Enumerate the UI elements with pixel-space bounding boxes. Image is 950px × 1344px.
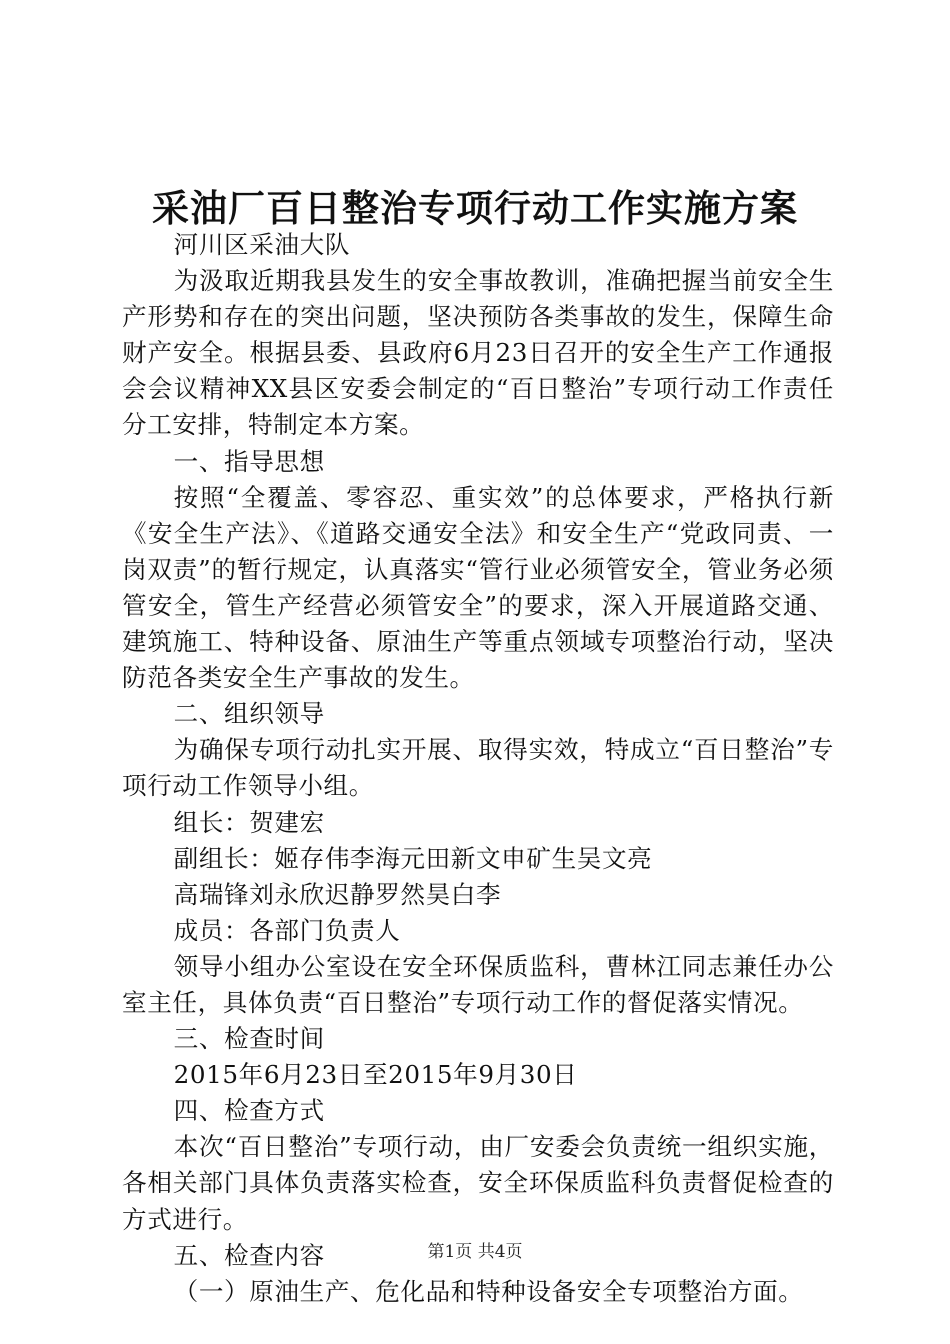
paragraph-method: 本次“百日整治”专项行动，由厂安委会负责统一组织实施，各相关部门具体负责落实检查，安全环保质监科负责督促检查的方式进行。	[122, 1132, 834, 1234]
section-heading-5: 五、检查内容	[173, 1240, 325, 1270]
paragraph-deputy-leaders-cont: 高瑞锋刘永欣迟静罗然昊白李	[173, 879, 502, 909]
paragraph-content-1: （一）原油生产、危化品和特种设备安全专项整治方面。	[173, 1276, 804, 1306]
section-heading-3: 三、检查时间	[173, 1024, 325, 1054]
page-footer: 第1页 共4页	[427, 1242, 523, 1262]
paragraph-organization: 为确保专项行动扎实开展、取得实效，特成立“百日整治”专项行动工作领导小组。	[122, 735, 834, 801]
paragraph-intro: 为汲取近期我县发生的安全事故教训，准确把握当前安全生产形势和存在的突出问题，坚决预防各类事故的发生，保障生命财产安全。根据县委、县政府6月23日召开的安全生产工作通报会会议精神XX县区安委会制定的“百日整治”专项行动工作责任分工安排，特制定本方案。	[122, 266, 834, 440]
paragraph-author: 河川区采油大队	[173, 230, 351, 259]
section-heading-4: 四、检查方式	[173, 1096, 325, 1126]
paragraph-members: 成员：各部门负责人	[173, 915, 401, 945]
paragraph-time: 2015年6月23日至2015年9月30日	[173, 1060, 578, 1090]
paragraph-leader: 组长：贺建宏	[173, 807, 325, 837]
paragraph-guiding: 按照“全覆盖、零容忍、重实效”的总体要求，严格执行新《安全生产法》、《道路交通安全法》和安全生产“党政同责、一岗双责”的暂行规定，认真落实“管行业必须管安全，管业务必须管安全，管生产经营必须管安全”的要求，深入开展道路交通、建筑施工、特种设备、原油生产等重点领域专项整治行动，坚决防范各类安全生产事故的发生。	[122, 482, 834, 693]
section-heading-2: 二、组织领导	[173, 699, 325, 729]
paragraph-office: 领导小组办公室设在安全环保质监科，曹林江同志兼任办公室主任，具体负责“百日整治”专项行动工作的督促落实情况。	[122, 951, 834, 1017]
document-title: 采油厂百日整治专项行动工作实施方案	[152, 186, 798, 230]
section-heading-1: 一、指导思想	[173, 446, 325, 476]
document-body	[122, 227, 834, 1310]
paragraph-deputy-leaders: 副组长：姬存伟李海元田新文申矿生吴文亮	[173, 843, 653, 873]
